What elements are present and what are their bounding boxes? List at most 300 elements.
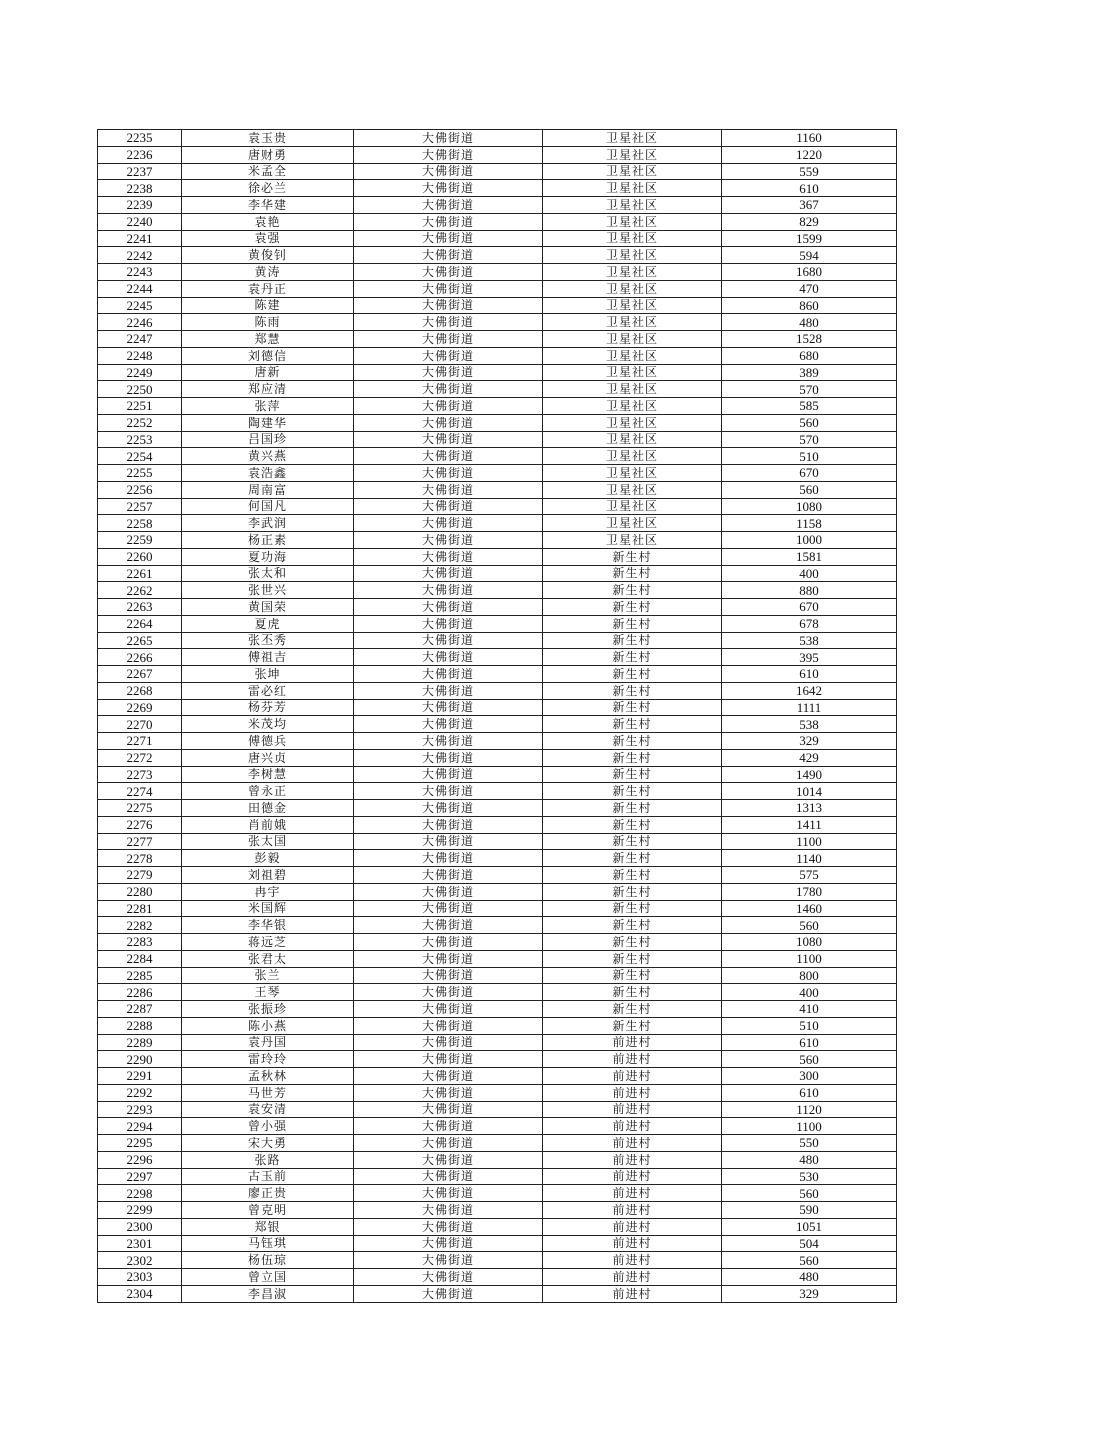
row-number-cell: 2237 [98, 163, 182, 180]
table-row [98, 146, 897, 163]
row-number-cell: 2282 [98, 917, 182, 934]
community-cell: 新生村 [543, 599, 722, 616]
amount-cell: 829 [722, 213, 897, 230]
community-cell: 新生村 [543, 783, 722, 800]
street-cell: 大佛街道 [354, 733, 543, 750]
community-cell: 新生村 [543, 716, 722, 733]
amount-cell: 1460 [722, 900, 897, 917]
amount-cell: 594 [722, 247, 897, 264]
row-number-cell: 2256 [98, 481, 182, 498]
amount-cell: 678 [722, 615, 897, 632]
row-number-cell: 2245 [98, 297, 182, 314]
table-row [98, 967, 897, 984]
table-row [98, 163, 897, 180]
amount-cell: 410 [722, 1001, 897, 1018]
name-cell: 唐财勇 [182, 146, 354, 163]
table-row [98, 498, 897, 515]
amount-cell: 510 [722, 1017, 897, 1034]
table-row [98, 297, 897, 314]
row-number-cell: 2302 [98, 1252, 182, 1269]
table-row [98, 481, 897, 498]
row-number-cell: 2276 [98, 816, 182, 833]
row-number-cell: 2272 [98, 749, 182, 766]
community-cell: 前进村 [543, 1202, 722, 1219]
street-cell: 大佛街道 [354, 448, 543, 465]
name-cell: 雷必红 [182, 682, 354, 699]
amount-cell: 560 [722, 1051, 897, 1068]
table-row [98, 615, 897, 632]
community-cell: 新生村 [543, 1017, 722, 1034]
amount-cell: 1680 [722, 264, 897, 281]
table-row [98, 766, 897, 783]
community-cell: 新生村 [543, 934, 722, 951]
table-row [98, 1269, 897, 1286]
community-cell: 卫星社区 [543, 498, 722, 515]
row-number-cell: 2296 [98, 1151, 182, 1168]
name-cell: 傅德兵 [182, 733, 354, 750]
street-cell: 大佛街道 [354, 1118, 543, 1135]
name-cell: 张路 [182, 1151, 354, 1168]
row-number-cell: 2250 [98, 381, 182, 398]
community-cell: 新生村 [543, 749, 722, 766]
amount-cell: 400 [722, 984, 897, 1001]
amount-cell: 480 [722, 314, 897, 331]
amount-cell: 860 [722, 297, 897, 314]
name-cell: 郑慧 [182, 331, 354, 348]
row-number-cell: 2271 [98, 733, 182, 750]
name-cell: 陈小燕 [182, 1017, 354, 1034]
street-cell: 大佛街道 [354, 1068, 543, 1085]
name-cell: 曾永正 [182, 783, 354, 800]
street-cell: 大佛街道 [354, 1101, 543, 1118]
street-cell: 大佛街道 [354, 632, 543, 649]
name-cell: 王琴 [182, 984, 354, 1001]
street-cell: 大佛街道 [354, 331, 543, 348]
row-number-cell: 2254 [98, 448, 182, 465]
street-cell: 大佛街道 [354, 548, 543, 565]
name-cell: 古玉前 [182, 1168, 354, 1185]
street-cell: 大佛街道 [354, 130, 543, 147]
row-number-cell: 2301 [98, 1235, 182, 1252]
name-cell: 张君太 [182, 950, 354, 967]
row-number-cell: 2295 [98, 1135, 182, 1152]
amount-cell: 470 [722, 280, 897, 297]
name-cell: 马钰琪 [182, 1235, 354, 1252]
row-number-cell: 2278 [98, 850, 182, 867]
row-number-cell: 2247 [98, 331, 182, 348]
street-cell: 大佛街道 [354, 431, 543, 448]
row-number-cell: 2240 [98, 213, 182, 230]
table-row [98, 548, 897, 565]
name-cell: 吕国珍 [182, 431, 354, 448]
street-cell: 大佛街道 [354, 699, 543, 716]
name-cell: 廖正贵 [182, 1185, 354, 1202]
amount-cell: 1220 [722, 146, 897, 163]
community-cell: 卫星社区 [543, 180, 722, 197]
table-row [98, 699, 897, 716]
street-cell: 大佛街道 [354, 1168, 543, 1185]
street-cell: 大佛街道 [354, 465, 543, 482]
community-cell: 卫星社区 [543, 364, 722, 381]
community-cell: 卫星社区 [543, 146, 722, 163]
table-row [98, 247, 897, 264]
community-cell: 新生村 [543, 867, 722, 884]
amount-cell: 395 [722, 649, 897, 666]
name-cell: 雷玲玲 [182, 1051, 354, 1068]
amount-cell: 1111 [722, 699, 897, 716]
table-row [98, 331, 897, 348]
community-cell: 前进村 [543, 1269, 722, 1286]
row-number-cell: 2269 [98, 699, 182, 716]
street-cell: 大佛街道 [354, 1235, 543, 1252]
table-row [98, 733, 897, 750]
table-row [98, 1252, 897, 1269]
community-cell: 卫星社区 [543, 264, 722, 281]
amount-cell: 1100 [722, 950, 897, 967]
table-row [98, 666, 897, 683]
street-cell: 大佛街道 [354, 247, 543, 264]
street-cell: 大佛街道 [354, 213, 543, 230]
row-number-cell: 2294 [98, 1118, 182, 1135]
street-cell: 大佛街道 [354, 766, 543, 783]
table-row [98, 599, 897, 616]
row-number-cell: 2280 [98, 883, 182, 900]
row-number-cell: 2274 [98, 783, 182, 800]
street-cell: 大佛街道 [354, 1017, 543, 1034]
name-cell: 傅祖吉 [182, 649, 354, 666]
row-number-cell: 2253 [98, 431, 182, 448]
street-cell: 大佛街道 [354, 381, 543, 398]
amount-cell: 329 [722, 733, 897, 750]
row-number-cell: 2267 [98, 666, 182, 683]
name-cell: 徐必兰 [182, 180, 354, 197]
table-row [98, 716, 897, 733]
amount-cell: 329 [722, 1285, 897, 1302]
street-cell: 大佛街道 [354, 146, 543, 163]
table-row [98, 565, 897, 582]
street-cell: 大佛街道 [354, 481, 543, 498]
name-cell: 彭毅 [182, 850, 354, 867]
table-row [98, 414, 897, 431]
table-body [98, 130, 897, 1303]
name-cell: 黄国荣 [182, 599, 354, 616]
street-cell: 大佛街道 [354, 984, 543, 1001]
row-number-cell: 2288 [98, 1017, 182, 1034]
name-cell: 张太和 [182, 565, 354, 582]
amount-cell: 1120 [722, 1101, 897, 1118]
street-cell: 大佛街道 [354, 364, 543, 381]
community-cell: 前进村 [543, 1252, 722, 1269]
community-cell: 新生村 [543, 632, 722, 649]
community-cell: 前进村 [543, 1151, 722, 1168]
street-cell: 大佛街道 [354, 163, 543, 180]
row-number-cell: 2284 [98, 950, 182, 967]
street-cell: 大佛街道 [354, 1135, 543, 1152]
name-cell: 冉宇 [182, 883, 354, 900]
community-cell: 新生村 [543, 917, 722, 934]
amount-cell: 570 [722, 431, 897, 448]
row-number-cell: 2266 [98, 649, 182, 666]
name-cell: 张丕秀 [182, 632, 354, 649]
street-cell: 大佛街道 [354, 347, 543, 364]
name-cell: 袁浩鑫 [182, 465, 354, 482]
name-cell: 孟秋林 [182, 1068, 354, 1085]
community-cell: 前进村 [543, 1068, 722, 1085]
name-cell: 宋大勇 [182, 1135, 354, 1152]
name-cell: 袁安清 [182, 1101, 354, 1118]
name-cell: 刘德信 [182, 347, 354, 364]
community-cell: 新生村 [543, 816, 722, 833]
amount-cell: 610 [722, 1084, 897, 1101]
table-row [98, 800, 897, 817]
street-cell: 大佛街道 [354, 666, 543, 683]
row-number-cell: 2298 [98, 1185, 182, 1202]
name-cell: 李树慧 [182, 766, 354, 783]
table-row [98, 1101, 897, 1118]
name-cell: 杨伍琼 [182, 1252, 354, 1269]
name-cell: 肖前娥 [182, 816, 354, 833]
amount-cell: 560 [722, 481, 897, 498]
community-cell: 新生村 [543, 1001, 722, 1018]
amount-cell: 610 [722, 1034, 897, 1051]
street-cell: 大佛街道 [354, 1285, 543, 1302]
amount-cell: 610 [722, 180, 897, 197]
street-cell: 大佛街道 [354, 1151, 543, 1168]
row-number-cell: 2293 [98, 1101, 182, 1118]
community-cell: 卫星社区 [543, 130, 722, 147]
name-cell: 袁艳 [182, 213, 354, 230]
amount-cell: 559 [722, 163, 897, 180]
name-cell: 曾克明 [182, 1202, 354, 1219]
street-cell: 大佛街道 [354, 917, 543, 934]
row-number-cell: 2281 [98, 900, 182, 917]
amount-cell: 585 [722, 398, 897, 415]
community-cell: 卫星社区 [543, 431, 722, 448]
table-row [98, 364, 897, 381]
street-cell: 大佛街道 [354, 398, 543, 415]
amount-cell: 1051 [722, 1218, 897, 1235]
row-number-cell: 2265 [98, 632, 182, 649]
name-cell: 陈建 [182, 297, 354, 314]
table-row [98, 280, 897, 297]
name-cell: 张兰 [182, 967, 354, 984]
name-cell: 张世兴 [182, 582, 354, 599]
street-cell: 大佛街道 [354, 280, 543, 297]
street-cell: 大佛街道 [354, 1269, 543, 1286]
row-number-cell: 2235 [98, 130, 182, 147]
name-cell: 郑银 [182, 1218, 354, 1235]
table-row [98, 816, 897, 833]
amount-cell: 1599 [722, 230, 897, 247]
community-cell: 新生村 [543, 950, 722, 967]
data-table [97, 129, 897, 1303]
name-cell: 周南富 [182, 481, 354, 498]
community-cell: 卫星社区 [543, 398, 722, 415]
row-number-cell: 2277 [98, 833, 182, 850]
amount-cell: 538 [722, 632, 897, 649]
street-cell: 大佛街道 [354, 783, 543, 800]
amount-cell: 670 [722, 465, 897, 482]
row-number-cell: 2263 [98, 599, 182, 616]
name-cell: 李武润 [182, 515, 354, 532]
community-cell: 卫星社区 [543, 197, 722, 214]
name-cell: 袁丹国 [182, 1034, 354, 1051]
table-row [98, 1001, 897, 1018]
name-cell: 刘祖碧 [182, 867, 354, 884]
table-row [98, 515, 897, 532]
name-cell: 张太国 [182, 833, 354, 850]
street-cell: 大佛街道 [354, 565, 543, 582]
amount-cell: 1014 [722, 783, 897, 800]
row-number-cell: 2299 [98, 1202, 182, 1219]
amount-cell: 1490 [722, 766, 897, 783]
row-number-cell: 2304 [98, 1285, 182, 1302]
row-number-cell: 2287 [98, 1001, 182, 1018]
community-cell: 前进村 [543, 1034, 722, 1051]
community-cell: 新生村 [543, 967, 722, 984]
name-cell: 何国凡 [182, 498, 354, 515]
table-row [98, 465, 897, 482]
row-number-cell: 2290 [98, 1051, 182, 1068]
table-row [98, 883, 897, 900]
row-number-cell: 2273 [98, 766, 182, 783]
community-cell: 前进村 [543, 1118, 722, 1135]
name-cell: 曾小强 [182, 1118, 354, 1135]
community-cell: 卫星社区 [543, 414, 722, 431]
row-number-cell: 2258 [98, 515, 182, 532]
table-row [98, 749, 897, 766]
name-cell: 唐兴贞 [182, 749, 354, 766]
name-cell: 张坤 [182, 666, 354, 683]
amount-cell: 1080 [722, 934, 897, 951]
amount-cell: 575 [722, 867, 897, 884]
street-cell: 大佛街道 [354, 498, 543, 515]
table-row [98, 632, 897, 649]
amount-cell: 1780 [722, 883, 897, 900]
community-cell: 前进村 [543, 1185, 722, 1202]
amount-cell: 570 [722, 381, 897, 398]
name-cell: 袁强 [182, 230, 354, 247]
table-row [98, 934, 897, 951]
table-row [98, 1168, 897, 1185]
community-cell: 卫星社区 [543, 381, 722, 398]
amount-cell: 1100 [722, 833, 897, 850]
name-cell: 李华银 [182, 917, 354, 934]
table-row [98, 950, 897, 967]
row-number-cell: 2283 [98, 934, 182, 951]
community-cell: 新生村 [543, 565, 722, 582]
name-cell: 陶建华 [182, 414, 354, 431]
row-number-cell: 2236 [98, 146, 182, 163]
community-cell: 前进村 [543, 1084, 722, 1101]
street-cell: 大佛街道 [354, 599, 543, 616]
street-cell: 大佛街道 [354, 230, 543, 247]
street-cell: 大佛街道 [354, 850, 543, 867]
table-row [98, 314, 897, 331]
community-cell: 卫星社区 [543, 230, 722, 247]
row-number-cell: 2279 [98, 867, 182, 884]
community-cell: 新生村 [543, 615, 722, 632]
table-row [98, 1235, 897, 1252]
street-cell: 大佛街道 [354, 314, 543, 331]
amount-cell: 1313 [722, 800, 897, 817]
street-cell: 大佛街道 [354, 515, 543, 532]
community-cell: 卫星社区 [543, 481, 722, 498]
table-row [98, 264, 897, 281]
community-cell: 卫星社区 [543, 213, 722, 230]
amount-cell: 510 [722, 448, 897, 465]
community-cell: 卫星社区 [543, 331, 722, 348]
amount-cell: 800 [722, 967, 897, 984]
amount-cell: 1158 [722, 515, 897, 532]
name-cell: 米国辉 [182, 900, 354, 917]
table-row [98, 1202, 897, 1219]
amount-cell: 1411 [722, 816, 897, 833]
street-cell: 大佛街道 [354, 297, 543, 314]
amount-cell: 530 [722, 1168, 897, 1185]
table-row [98, 867, 897, 884]
table-row [98, 783, 897, 800]
row-number-cell: 2249 [98, 364, 182, 381]
table-row [98, 398, 897, 415]
street-cell: 大佛街道 [354, 1034, 543, 1051]
community-cell: 新生村 [543, 733, 722, 750]
amount-cell: 429 [722, 749, 897, 766]
street-cell: 大佛街道 [354, 615, 543, 632]
amount-cell: 1000 [722, 532, 897, 549]
table-row [98, 1285, 897, 1302]
community-cell: 前进村 [543, 1235, 722, 1252]
street-cell: 大佛街道 [354, 532, 543, 549]
amount-cell: 880 [722, 582, 897, 599]
community-cell: 新生村 [543, 699, 722, 716]
row-number-cell: 2251 [98, 398, 182, 415]
row-number-cell: 2248 [98, 347, 182, 364]
community-cell: 卫星社区 [543, 515, 722, 532]
table-row [98, 1068, 897, 1085]
street-cell: 大佛街道 [354, 180, 543, 197]
name-cell: 夏虎 [182, 615, 354, 632]
community-cell: 新生村 [543, 833, 722, 850]
table-row [98, 649, 897, 666]
row-number-cell: 2244 [98, 280, 182, 297]
street-cell: 大佛街道 [354, 1202, 543, 1219]
street-cell: 大佛街道 [354, 682, 543, 699]
street-cell: 大佛街道 [354, 967, 543, 984]
amount-cell: 1100 [722, 1118, 897, 1135]
table-row [98, 833, 897, 850]
community-cell: 卫星社区 [543, 163, 722, 180]
amount-cell: 560 [722, 1252, 897, 1269]
community-cell: 卫星社区 [543, 465, 722, 482]
amount-cell: 367 [722, 197, 897, 214]
table-row [98, 1034, 897, 1051]
amount-cell: 389 [722, 364, 897, 381]
amount-cell: 300 [722, 1068, 897, 1085]
name-cell: 李华建 [182, 197, 354, 214]
row-number-cell: 2292 [98, 1084, 182, 1101]
community-cell: 新生村 [543, 984, 722, 1001]
table-row [98, 1218, 897, 1235]
name-cell: 黄涛 [182, 264, 354, 281]
row-number-cell: 2303 [98, 1269, 182, 1286]
community-cell: 新生村 [543, 682, 722, 699]
row-number-cell: 2260 [98, 548, 182, 565]
street-cell: 大佛街道 [354, 833, 543, 850]
name-cell: 杨正素 [182, 532, 354, 549]
table-row [98, 448, 897, 465]
community-cell: 前进村 [543, 1168, 722, 1185]
